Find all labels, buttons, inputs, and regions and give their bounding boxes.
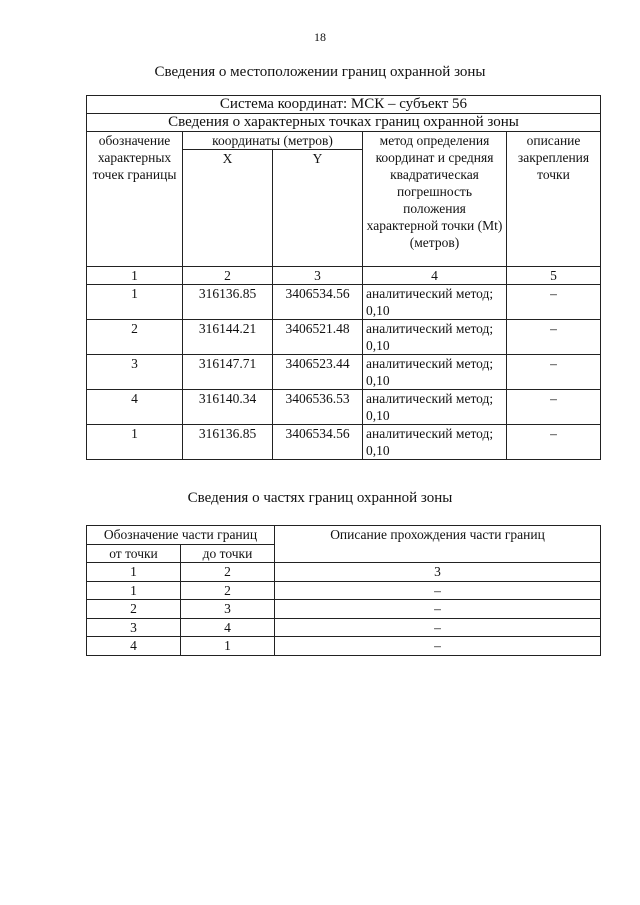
table-row bbox=[87, 618, 601, 637]
to-point: 4 bbox=[181, 618, 275, 637]
column-number: 5 bbox=[507, 267, 601, 285]
header-description: описание закрепления точки bbox=[507, 132, 601, 267]
from-point: 1 bbox=[87, 581, 181, 600]
column-number: 2 bbox=[181, 563, 275, 582]
passage-description: – bbox=[275, 637, 601, 656]
column-number: 2 bbox=[183, 267, 273, 285]
method-cell: аналитический метод; 0,10 bbox=[363, 425, 507, 460]
header-designation: обозначение характерных точек границы bbox=[87, 132, 183, 267]
page-number: 18 bbox=[314, 30, 326, 44]
header-y: Y bbox=[273, 150, 363, 267]
section-title-boundaries: Сведения о местоположении границ охранной зоны bbox=[154, 64, 486, 80]
to-point: 1 bbox=[181, 637, 275, 656]
to-point: 2 bbox=[181, 581, 275, 600]
passage-description: – bbox=[275, 600, 601, 619]
passage-description: – bbox=[275, 618, 601, 637]
column-numbers-row bbox=[87, 563, 601, 582]
header-from: от точки bbox=[87, 544, 181, 563]
from-point: 3 bbox=[87, 618, 181, 637]
table-row bbox=[87, 637, 601, 656]
to-point: 3 bbox=[181, 600, 275, 619]
header-passage-description: Описание прохождения части границ bbox=[275, 526, 601, 563]
point-id: 3 bbox=[87, 355, 183, 390]
column-numbers-row bbox=[87, 267, 601, 285]
description-cell: – bbox=[507, 320, 601, 355]
from-point: 2 bbox=[87, 600, 181, 619]
method-cell: аналитический метод; 0,10 bbox=[363, 355, 507, 390]
coord-x: 316144.21 bbox=[183, 320, 273, 355]
coord-y: 3406536.53 bbox=[273, 390, 363, 425]
description-cell: – bbox=[507, 425, 601, 460]
description-cell: – bbox=[507, 285, 601, 320]
coord-x: 316136.85 bbox=[183, 425, 273, 460]
coord-y: 3406534.56 bbox=[273, 425, 363, 460]
column-number: 3 bbox=[273, 267, 363, 285]
table-row bbox=[87, 355, 601, 390]
header-to: до точки bbox=[181, 544, 275, 563]
header-method: метод определения координат и средняя квадратическая погрешность положения характерной точки (Mt) (метров) bbox=[363, 132, 507, 267]
column-number: 1 bbox=[87, 563, 181, 582]
header-part: Обозначение части границ bbox=[87, 526, 275, 545]
column-number: 3 bbox=[275, 563, 601, 582]
section-title-parts: Сведения о частях границ охранной зоны bbox=[187, 490, 453, 506]
coord-y: 3406534.56 bbox=[273, 285, 363, 320]
table-row bbox=[87, 390, 601, 425]
header-coordinates: координаты (метров) bbox=[183, 132, 363, 150]
point-id: 2 bbox=[87, 320, 183, 355]
table-row bbox=[87, 425, 601, 460]
method-cell: аналитический метод; 0,10 bbox=[363, 390, 507, 425]
coord-y: 3406523.44 bbox=[273, 355, 363, 390]
coordinate-system-cell: Система координат: МСК – субъект 56 bbox=[87, 96, 601, 114]
coord-x: 316140.34 bbox=[183, 390, 273, 425]
table-row bbox=[87, 285, 601, 320]
coord-x: 316136.85 bbox=[183, 285, 273, 320]
description-cell: – bbox=[507, 390, 601, 425]
header-x: X bbox=[183, 150, 273, 267]
coord-x: 316147.71 bbox=[183, 355, 273, 390]
passage-description: – bbox=[275, 581, 601, 600]
description-cell: – bbox=[507, 355, 601, 390]
boundary-points-table bbox=[86, 95, 601, 460]
column-number: 4 bbox=[363, 267, 507, 285]
point-id: 1 bbox=[87, 285, 183, 320]
table-row bbox=[87, 320, 601, 355]
column-number: 1 bbox=[87, 267, 183, 285]
method-cell: аналитический метод; 0,10 bbox=[363, 320, 507, 355]
point-id: 4 bbox=[87, 390, 183, 425]
points-subtitle-cell: Сведения о характерных точках границ охранной зоны bbox=[87, 114, 601, 132]
boundary-parts-table bbox=[86, 525, 601, 656]
table-row bbox=[87, 600, 601, 619]
point-id: 1 bbox=[87, 425, 183, 460]
from-point: 4 bbox=[87, 637, 181, 656]
coord-y: 3406521.48 bbox=[273, 320, 363, 355]
method-cell: аналитический метод; 0,10 bbox=[363, 285, 507, 320]
table-row bbox=[87, 581, 601, 600]
